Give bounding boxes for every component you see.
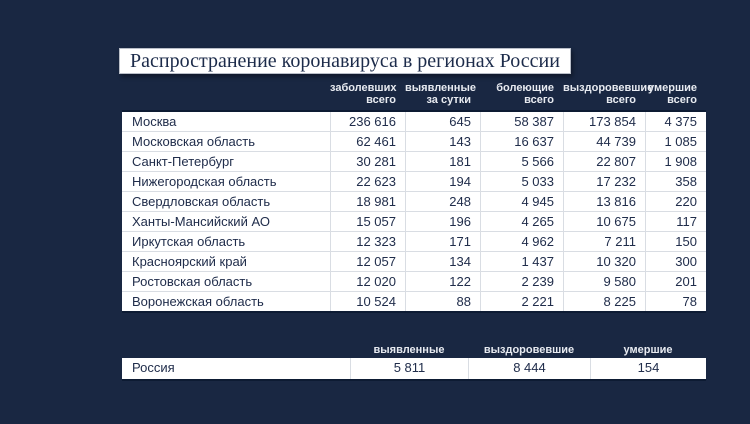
header-line: болеющие — [496, 82, 554, 94]
header-recovered-total — [563, 82, 654, 108]
russia-table-header — [122, 344, 706, 358]
value-cell: 78 — [645, 292, 706, 311]
value-cell: 7 211 — [563, 232, 645, 251]
value-cell: 201 — [645, 272, 706, 291]
value-cell: 4 962 — [480, 232, 563, 251]
region-name: Москва — [132, 114, 177, 129]
value-cell: 181 — [405, 152, 480, 171]
value-cell: 62 461 — [330, 132, 405, 151]
header-line: умершие — [648, 82, 697, 94]
value-cell: 194 — [405, 172, 480, 191]
value-cell: 15 057 — [330, 212, 405, 231]
russia-table-row — [122, 358, 706, 381]
value-cell: 22 807 — [563, 152, 645, 171]
regions-table-header — [122, 82, 706, 108]
value-cell: 134 — [405, 252, 480, 271]
value-cell: 122 — [405, 272, 480, 291]
region-name: Московская область — [132, 134, 256, 149]
region-name: Нижегородская область — [132, 174, 277, 189]
value-cell: 4 945 — [480, 192, 563, 211]
header-line: за сутки — [426, 94, 471, 106]
value-cell: 4 265 — [480, 212, 563, 231]
value-cell: 358 — [645, 172, 706, 191]
value-cell: 1 085 — [645, 132, 706, 151]
region-name: Санкт-Петербург — [132, 154, 234, 169]
table-row — [122, 151, 706, 171]
value-cell: 5 566 — [480, 152, 563, 171]
value-cell: 171 — [405, 232, 480, 251]
header-line: всего — [667, 94, 697, 106]
value-cell: 300 — [645, 252, 706, 271]
table-row — [122, 291, 706, 311]
value-cell: 143 — [405, 132, 480, 151]
header-line: всего — [366, 94, 396, 106]
value-cell: 1 908 — [645, 152, 706, 171]
table-row — [122, 171, 706, 191]
value-cell: 150 — [645, 232, 706, 251]
header-recovered: выздоровевшие — [483, 344, 575, 356]
value-cell: 196 — [405, 212, 480, 231]
value-cell: 2 221 — [480, 292, 563, 311]
value-cell: 17 232 — [563, 172, 645, 191]
region-name: Иркутская область — [132, 234, 246, 249]
value-cell: 2 239 — [480, 272, 563, 291]
value-cell: 236 616 — [330, 112, 405, 131]
region-name: Красноярский край — [132, 254, 247, 269]
regions-table — [122, 110, 706, 313]
table-row — [122, 271, 706, 291]
region-name: Воронежская область — [132, 294, 264, 309]
value-cell: 9 580 — [563, 272, 645, 291]
value-cell: 117 — [645, 212, 706, 231]
region-name: Свердловская область — [132, 194, 271, 209]
header-line: заболевших — [330, 82, 397, 94]
table-row — [122, 211, 706, 231]
header-detected: выявленные — [373, 344, 445, 356]
value-cell: 5 811 — [350, 358, 468, 379]
table-row — [122, 251, 706, 271]
value-cell: 30 281 — [330, 152, 405, 171]
value-cell: 8 225 — [563, 292, 645, 311]
header-deaths-total — [645, 82, 706, 108]
value-cell: 220 — [645, 192, 706, 211]
header-spacer — [122, 106, 330, 108]
value-cell: 10 320 — [563, 252, 645, 271]
value-cell: 18 981 — [330, 192, 405, 211]
value-cell: 22 623 — [330, 172, 405, 191]
header-line: выявленные — [405, 82, 476, 94]
region-name: Ростовская область — [132, 274, 253, 289]
header-infected-total — [330, 82, 405, 108]
table-row — [122, 191, 706, 211]
value-cell: 10 524 — [330, 292, 405, 311]
value-cell: 58 387 — [480, 112, 563, 131]
value-cell: 12 323 — [330, 232, 405, 251]
page-title: Распространение коронавируса в регионах России — [119, 48, 571, 74]
value-cell: 16 637 — [480, 132, 563, 151]
value-cell: 1 437 — [480, 252, 563, 271]
header-sick-total — [480, 82, 563, 108]
header-deaths: умершие — [623, 344, 673, 356]
table-row — [122, 231, 706, 251]
value-cell: 248 — [405, 192, 480, 211]
regions-table-body — [122, 112, 706, 311]
value-cell: 10 675 — [563, 212, 645, 231]
country-name: Россия — [132, 360, 175, 375]
header-line: всего — [606, 94, 636, 106]
value-cell: 44 739 — [563, 132, 645, 151]
value-cell: 4 375 — [645, 112, 706, 131]
value-cell: 154 — [590, 358, 706, 379]
value-cell: 8 444 — [468, 358, 590, 379]
header-detected-daily — [405, 82, 480, 108]
value-cell: 88 — [405, 292, 480, 311]
value-cell: 645 — [405, 112, 480, 131]
value-cell: 13 816 — [563, 192, 645, 211]
header-line: выздоровевшие — [563, 82, 654, 94]
table-row — [122, 131, 706, 151]
header-line: всего — [524, 94, 554, 106]
value-cell: 5 033 — [480, 172, 563, 191]
value-cell: 173 854 — [563, 112, 645, 131]
region-name: Ханты-Мансийский АО — [132, 214, 270, 229]
value-cell: 12 020 — [330, 272, 405, 291]
table-row — [122, 112, 706, 131]
value-cell: 12 057 — [330, 252, 405, 271]
